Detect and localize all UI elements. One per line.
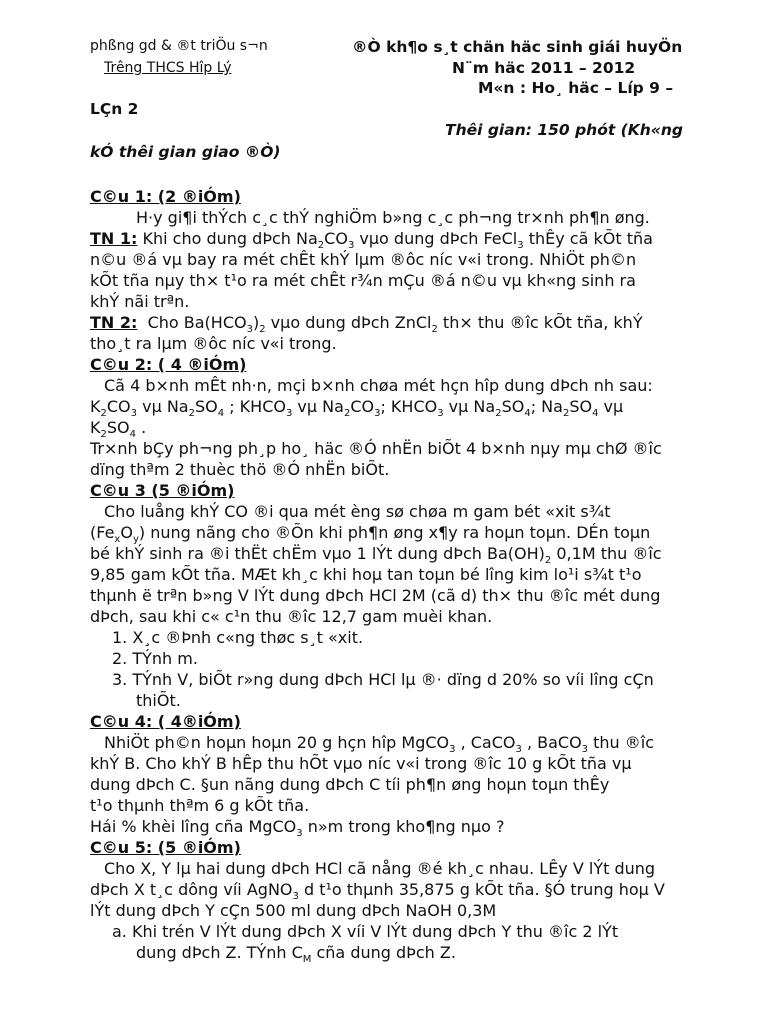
subscript: 3: [296, 828, 303, 840]
time-limit-line2: kÓ thêi gian giao ®Ò): [90, 143, 281, 161]
question-4-line1: [90, 732, 720, 756]
question-1-tn1-line4: khÝ nãi trªn.: [90, 292, 190, 311]
question-5-line3: lÝt dung dÞch Y cÇn 500 ml dung dÞch NaOH 0,3M: [90, 901, 497, 920]
text-span: ) nung nãng cho ®Õn khi ph¶n øng x¶y ra hoµn toµn. DÉn toµn: [138, 523, 651, 542]
text-span: vµo dung dÞch ZnCl: [265, 313, 432, 332]
text-span: .: [136, 418, 147, 437]
subscript: 3: [285, 408, 293, 420]
subscript: 2: [343, 408, 351, 420]
subscript: 3: [246, 324, 253, 336]
text-span: vµ Na: [137, 397, 189, 416]
exam-body: [90, 186, 720, 966]
question-3-item-3-cont: thiÕt.: [136, 691, 181, 710]
text-span: , BaCO: [521, 733, 582, 752]
question-1-tn1-line3: kÕt tña nµy th× t¹o ra mét chÊt r¾n mÇu ®á n©u vµ kh«ng sinh ra: [90, 271, 636, 290]
question-4-line2: khÝ B. Cho khÝ B hÊp thu hÕt vµo níc v«i trong ®îc 10 g kÕt tña vµ: [90, 754, 632, 773]
question-5-heading: C©u 5: (5 ®iÓm): [90, 838, 241, 857]
question-2-line1: Cã 4 b×nh mÊt nh·n, mçi b×nh chøa mét hçn hîp dung dÞch nh sau:: [104, 376, 653, 395]
text-span: Khi cho dung dÞch Na: [142, 229, 318, 248]
question-4-line3: dung dÞch C. §un nãng dung dÞch C tíi ph¶n øng hoµn toµn thÊy: [90, 775, 610, 794]
question-3-heading: C©u 3 (5 ®iÓm): [90, 481, 235, 500]
text-span: vµ: [598, 397, 624, 416]
subscript: 2: [100, 429, 107, 441]
subscript: 2: [544, 555, 552, 567]
text-span: CO: [324, 229, 348, 248]
question-2-line3: [90, 417, 720, 441]
text-span: bé khÝ sinh ra ®i thËt chËm vµo 1 lÝt dung dÞch Ba(OH): [90, 544, 545, 563]
text-span: 0,1M thu ®îc: [551, 544, 662, 563]
text-span: ; KHCO: [224, 397, 286, 416]
text-span: ): [252, 313, 260, 332]
question-5-part-a-line2: [90, 942, 720, 966]
text-span: CO: [106, 397, 131, 416]
text-span: , CaCO: [455, 733, 516, 752]
tn2-label: TN 2:: [90, 313, 138, 332]
subscript: 2: [562, 408, 570, 420]
subscript: 3: [292, 891, 299, 903]
question-3-line6: dÞch, sau khi c« c¹n thu ®îc 12,7 gam muèi khan.: [90, 607, 493, 626]
subscript: 2: [259, 324, 266, 336]
text-span: dÞch X t¸c dông víi AgNO: [90, 880, 293, 899]
subscript: 2: [188, 408, 195, 420]
subscript: 2: [317, 240, 325, 252]
question-5-part-a-line1: a. Khi trén V lÝt dung dÞch X víi V lÝt dung dÞch Y thu ®îc 2 lÝt: [112, 922, 619, 941]
text-span: vµo dung dÞch FeCl: [354, 229, 518, 248]
question-1-tn2-line2: tho¸t ra lµm ®ôc níc v«i trong.: [90, 334, 337, 353]
exam-title: ®Ò kh¶o s¸t chän häc sinh giái huyÖn: [352, 38, 683, 56]
subscript: 4: [524, 408, 531, 420]
text-span: thu ®îc: [588, 733, 655, 752]
school-department: phßng gd & ®t triÖu s¬n: [90, 38, 268, 54]
subscript: 3: [449, 744, 456, 756]
text-span: O: [120, 523, 133, 542]
text-span: cña dung dÞch Z.: [311, 943, 456, 962]
subscript: 2: [495, 408, 502, 420]
question-3-line5: thµnh ë trªn b»ng V lÝt dung dÞch HCl 2M (cã d) th× thu ®îc mét dung: [90, 586, 661, 605]
question-5-line2: [90, 879, 720, 903]
question-2-line2: [90, 396, 720, 420]
subscript: 4: [217, 408, 225, 420]
text-span: K: [90, 397, 101, 416]
question-4-line4: t¹o thµnh thªm 6 g kÕt tña.: [90, 796, 310, 815]
exam-round: LÇn 2: [90, 100, 139, 118]
subscript: 3: [515, 744, 522, 756]
text-span: SO: [194, 397, 218, 416]
text-span: NhiÖt ph©n hoµn hoµn 20 g hçn hîp MgCO: [104, 733, 450, 752]
question-1-tn1-line2: n©u ®á vµ bay ra mét chÊt khÝ lµm ®ôc níc v«i trong. NhiÖt ph©n: [90, 250, 637, 269]
question-3-line2: [90, 522, 720, 546]
text-span: SO: [106, 418, 130, 437]
subscript: y: [132, 534, 139, 546]
question-3-line3: [90, 543, 720, 567]
subscript: 3: [581, 744, 589, 756]
text-span: SO: [569, 397, 593, 416]
subscript: 2: [100, 408, 107, 420]
text-span: th× thu ®îc kÕt tña, khÝ: [437, 313, 643, 332]
question-1-tn1-line1: [90, 228, 720, 252]
question-4-line5: [90, 816, 720, 840]
subscript: 4: [592, 408, 599, 420]
question-4-heading: C©u 4: ( 4®iÓm): [90, 712, 241, 731]
text-span: vµ Na: [292, 397, 344, 416]
text-span: ; Na: [530, 397, 563, 416]
school-name: Trêng THCS Hîp Lý: [104, 60, 232, 76]
subscript: 3: [374, 408, 381, 420]
subject-line: M«n : Ho¸ häc – Líp 9 –: [478, 79, 674, 97]
text-span: SO: [501, 397, 525, 416]
question-2-line5: dïng thªm 2 thuèc thö ®Ó nhËn biÕt.: [90, 460, 390, 479]
text-span: dung dÞch Z. TÝnh C: [136, 943, 303, 962]
question-1-heading: C©u 1: (2 ®iÓm): [90, 187, 241, 206]
school-year: N¨m häc 2011 – 2012: [452, 59, 636, 77]
text-span: Hái % khèi lîng cña MgCO: [90, 817, 297, 836]
subscript: 3: [437, 408, 444, 420]
question-2-heading: C©u 2: ( 4 ®iÓm): [90, 355, 247, 374]
subscript: 3: [517, 240, 524, 252]
text-span: K: [90, 418, 101, 437]
subscript: 3: [347, 240, 355, 252]
subscript: 4: [129, 429, 136, 441]
question-1-tn2-line1: [90, 312, 720, 336]
text-span: ; KHCO: [380, 397, 438, 416]
text-span: thÊy cã kÕt tña: [523, 229, 653, 248]
question-3-item-1: 1. X¸c ®Þnh c«ng thøc s¸t «xit.: [112, 628, 364, 647]
subscript: 3: [130, 408, 138, 420]
subscript: x: [114, 534, 121, 546]
text-span: (Fe: [90, 523, 115, 542]
text-span: d t¹o thµnh 35,875 g kÕt tña. §Ó trung hoµ V: [298, 880, 665, 899]
time-limit-line1: Thêi gian: 150 phót (Kh«ng: [445, 121, 683, 139]
question-1-intro: H·y gi¶i thÝch c¸c thÝ nghiÖm b»ng c¸c ph¬ng tr×nh ph¶n øng.: [136, 208, 650, 227]
tn1-label: TN 1:: [90, 229, 138, 248]
text-span: CO: [350, 397, 375, 416]
text-span: n»m trong kho¶ng nµo ?: [302, 817, 505, 836]
question-5-line1: Cho X, Y lµ hai dung dÞch HCl cã nång ®é kh¸c nhau. LÊy V lÝt dung: [104, 859, 656, 878]
question-3-item-2: 2. TÝnh m.: [112, 649, 198, 668]
text-span: vµ Na: [443, 397, 496, 416]
question-3-line1: Cho luång khÝ CO ®i qua mét èng sø chøa m gam bét «xit s¾t: [104, 502, 611, 521]
question-3-item-3: 3. TÝnh V, biÕt r»ng dung dÞch HCl lµ ®· dïng d 20% so víi lîng cÇn: [112, 670, 654, 689]
question-3-line4: 9,85 gam kÕt tña. MÆt kh¸c khi hoµ tan toµn bé lîng kim lo¹i s¾t t¹o: [90, 565, 642, 584]
text-span: Cho Ba(HCO: [147, 313, 247, 332]
subscript: M: [302, 954, 312, 966]
subscript: 2: [431, 324, 438, 336]
question-2-line4: Tr×nh bÇy ph¬ng ph¸p ho¸ häc ®Ó nhËn biÕt 4 b×nh nµy mµ chØ ®îc: [90, 439, 662, 458]
